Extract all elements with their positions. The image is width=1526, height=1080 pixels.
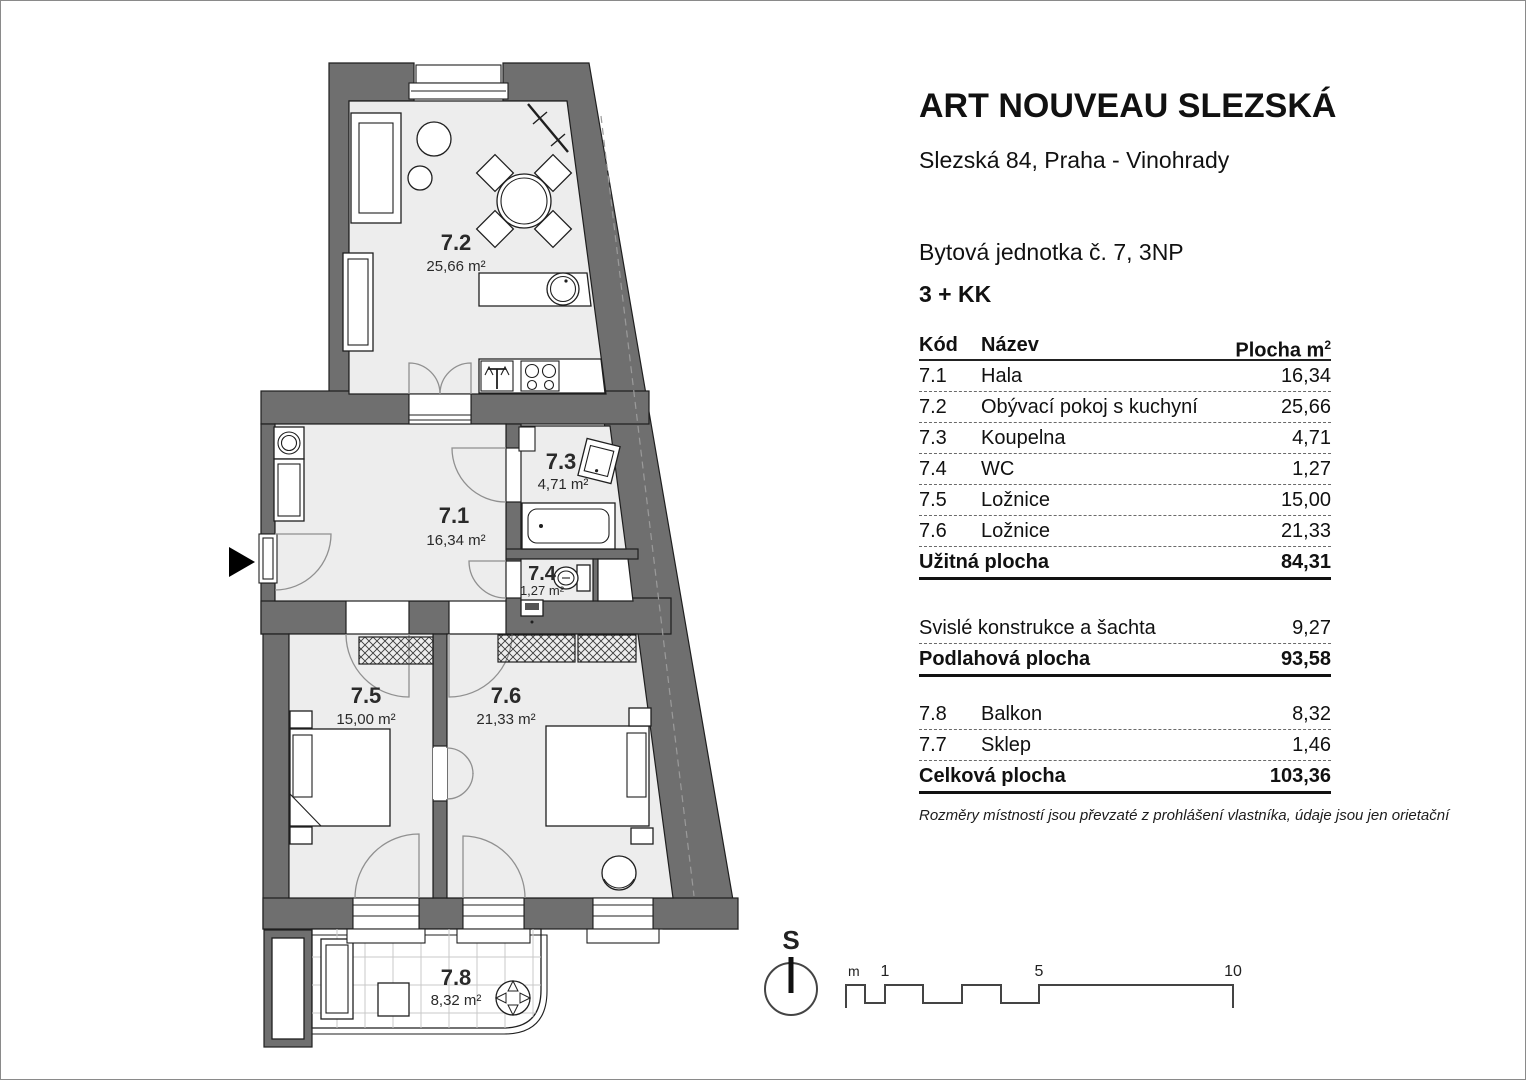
svg-text:4,71 m²: 4,71 m² — [537, 476, 589, 493]
side-table-large — [417, 122, 451, 156]
svg-text:1,27 m²: 1,27 m² — [519, 583, 565, 598]
table-row: 7.6 Ložnice 21,33 — [919, 516, 1331, 547]
entrance-door — [259, 534, 277, 583]
project-title: ART NOUVEAU SLEZSKÁ — [919, 87, 1337, 125]
kitchen-counter — [479, 359, 605, 393]
table-row: 7.5 Ložnice 15,00 — [919, 485, 1331, 516]
legend — [741, 901, 1526, 1080]
table-row: 7.1 Hala 16,34 — [919, 361, 1331, 392]
north-compass-icon — [765, 925, 817, 1015]
door-75-76 — [433, 748, 447, 799]
construction-row: Svislé konstrukce a šachta 9,27 — [919, 613, 1331, 644]
neighbor-balcony — [272, 938, 304, 1039]
svg-text:21,33 m²: 21,33 m² — [476, 711, 536, 728]
balcony — [272, 929, 547, 1039]
washing-machine — [274, 427, 304, 459]
window-76 — [593, 898, 653, 929]
scale-tick-5: 5 — [1034, 963, 1044, 980]
unit-title: Bytová jednotka č. 7, 3NP — [919, 239, 1184, 265]
svg-text:16,34 m²: 16,34 m² — [426, 532, 486, 549]
table-header-row: Kód Název Plocha $m^2$ — [919, 331, 1331, 361]
table-row: 7.3 Koupelna 4,71 — [919, 423, 1331, 454]
area-table — [919, 331, 1331, 794]
svg-text:15,00 m²: 15,00 m² — [336, 711, 396, 728]
bathroom-niche — [519, 427, 535, 451]
room-label-75: 7.5 — [350, 683, 382, 708]
balcony-window-top — [416, 65, 501, 83]
armchair — [602, 856, 636, 890]
svg-text:25,66 m²: 25,66 m² — [426, 258, 486, 275]
room-label-78: 7.8 — [440, 965, 472, 990]
wardrobe-75 — [359, 637, 433, 664]
side-table-small — [408, 166, 432, 190]
layout-type: 3 + KK — [919, 281, 992, 307]
bed-76 — [546, 708, 653, 844]
room-label-73: 7.3 — [545, 449, 577, 474]
bed-75 — [290, 711, 390, 844]
bathtub — [522, 503, 615, 549]
table-row: 7.8 Balkon 8,32 — [919, 699, 1331, 730]
grand-total-row: Celková plocha 103,36 — [919, 761, 1331, 794]
table-row: 7.4 WC 1,27 — [919, 454, 1331, 485]
scale-tick-1: 1 — [880, 963, 890, 980]
room-label-76: 7.6 — [490, 683, 522, 708]
scale-bar — [846, 963, 1242, 1008]
table-row: 7.2 Obývací pokoj s kuchyní 25,66 — [919, 392, 1331, 423]
table-row: 7.7 Sklep 1,46 — [919, 730, 1331, 761]
svg-text:8,32 m²: 8,32 m² — [430, 992, 482, 1009]
floor-area-total-row: Podlahová plocha 93,58 — [919, 644, 1331, 677]
room-label-74: 7.4 — [528, 563, 556, 585]
project-address: Slezská 84, Praha - Vinohrady — [919, 147, 1230, 173]
disclaimer-note: Rozměry místností jsou převzaté z prohlášení vlastníka, údaje jsou jen orietační — [919, 807, 1450, 824]
room-label-71: 7.1 — [438, 503, 470, 528]
entrance-arrow-icon — [229, 547, 255, 577]
plant-icon — [496, 981, 530, 1015]
balcony-door-76 — [463, 898, 524, 929]
balcony-door-75 — [353, 898, 419, 929]
balcony-table — [378, 983, 409, 1016]
svg-text:S: S — [782, 925, 800, 955]
wardrobe-76a — [498, 635, 575, 662]
wardrobe-76b — [578, 635, 636, 662]
floor-plan — [1, 1, 781, 1080]
usable-area-total-row: Užitná plocha 84,31 — [919, 547, 1331, 580]
room-label-72: 7.2 — [440, 230, 472, 255]
scale-tick-10: 10 — [1224, 963, 1242, 980]
scale-unit-label: m — [848, 963, 860, 979]
kitchen-island — [479, 273, 591, 306]
